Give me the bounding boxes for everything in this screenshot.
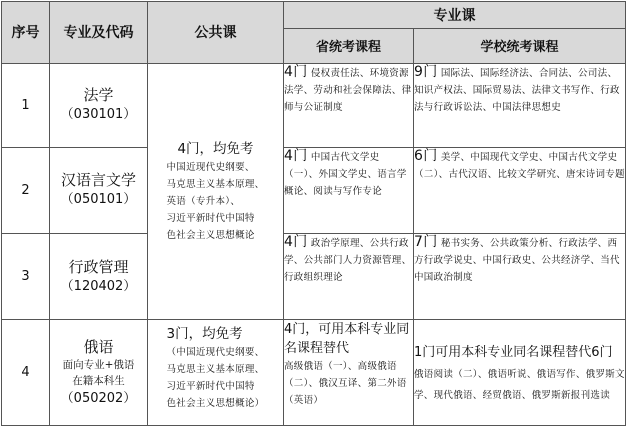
- school-cell: [414, 234, 626, 320]
- public-line: 中国近现代史纲要、: [166, 162, 255, 173]
- public-line: 英语（专升本）、: [166, 196, 241, 207]
- school-courses: 秘书实务、公共政策分析、行政法学、西方行政学说史、中国行政史、公共经济学、当代中国政治制度: [414, 238, 620, 284]
- major-code: （050101）: [60, 192, 137, 208]
- header-major: 专业及代码: [50, 2, 148, 64]
- major-name: 行政管理: [68, 257, 129, 276]
- provincial-courses: 政治学原理、公共行政学、公共部门人力资源管理、行政组织理论: [284, 238, 412, 284]
- major-name: 法学: [83, 86, 114, 105]
- provincial-title: 4门，可用本科专业同名课程替代: [284, 322, 410, 357]
- public-list: [166, 159, 264, 244]
- header-professional: 专业课: [284, 2, 626, 29]
- public-line: 习近平新时代中国特: [166, 381, 255, 393]
- major-cell: [50, 147, 148, 234]
- table-row: [2, 147, 626, 234]
- major-code: （050202）: [60, 390, 137, 406]
- row-index: 1: [2, 63, 50, 147]
- major-name: 俄语: [83, 337, 114, 356]
- header-index: 序号: [2, 2, 50, 64]
- school-title: 1门可用本科专业同名课程替代: [414, 345, 592, 361]
- provincial-cell: [284, 320, 414, 426]
- major-cell: [50, 234, 148, 320]
- public-line: 色社会主义思想概论）: [166, 398, 265, 410]
- provincial-cell: [284, 234, 414, 320]
- row-index: 4: [2, 320, 50, 426]
- major-cell: [50, 320, 148, 426]
- header-school: 学校统考课程: [414, 29, 626, 64]
- provincial-courses: 中国古代文学史（一）、外国文学史、语言学概论、阅读与写作专论: [284, 151, 407, 197]
- school-cell: [414, 63, 626, 147]
- provincial-count: 4门: [284, 234, 308, 251]
- table-row: [2, 63, 626, 147]
- school-cell: [414, 147, 626, 234]
- school-courses: 美学、中国现代文学史、中国古代文学史（二）、古代汉语、比较文学研究、唐宋诗词专题: [414, 151, 625, 180]
- major-cell: [50, 63, 148, 147]
- school-count: 6门: [591, 345, 613, 361]
- major-note: 在籍本科生: [72, 374, 125, 387]
- header-provincial: 省统考课程: [284, 29, 414, 64]
- table-row: [2, 320, 626, 426]
- provincial-cell: [284, 147, 414, 234]
- major-note: 面向专业+俄语: [62, 358, 135, 371]
- public-line: 马克思主义基本原理、: [166, 179, 265, 190]
- major-name: 汉语言文学: [60, 171, 136, 190]
- school-count: 7门: [414, 234, 438, 251]
- major-code: （120402）: [60, 278, 137, 294]
- public-line: 色社会主义思想概论: [166, 230, 255, 241]
- major-code: （030101）: [60, 107, 137, 123]
- public-line: （中国近现代史纲要、: [166, 347, 265, 359]
- provincial-count: 4门: [284, 147, 308, 164]
- public-list: [166, 324, 264, 412]
- provincial-courses: 高级俄语（一）、高级俄语（二）、俄汉互译、第二外语（英语）: [284, 361, 407, 407]
- school-courses: 国际法、国际经济法、合同法、公司法、知识产权法、国际贸易法、法律文书写作、行政法与行政诉讼法、中国法律思想史: [414, 67, 620, 113]
- school-courses: 俄语阅读（二）、俄语听说、俄语写作、俄罗斯文学、现代俄语、经贸俄语、俄罗斯新报刊选读: [414, 369, 625, 402]
- public-title: 4门，均免考: [177, 141, 254, 157]
- school-cell: [414, 320, 626, 426]
- public-cell: [148, 320, 284, 426]
- public-line: 习近平新时代中国特: [166, 213, 255, 224]
- school-count: 6门: [414, 147, 438, 164]
- school-count: 9门: [414, 63, 438, 80]
- table-row: [2, 234, 626, 320]
- curriculum-table: [1, 1, 626, 426]
- public-title: 3门，均免考: [166, 326, 243, 343]
- public-shared-cell: [148, 63, 284, 319]
- public-line: 马克思主义基本原理、: [166, 364, 265, 376]
- provincial-count: 4门: [284, 63, 308, 80]
- provincial-courses: 侵权责任法、环境资源法学、劳动和社会保障法、律师与公证制度: [284, 67, 412, 113]
- provincial-cell: [284, 63, 414, 147]
- row-index: 3: [2, 234, 50, 320]
- header-public: 公共课: [148, 2, 284, 64]
- row-index: 2: [2, 147, 50, 234]
